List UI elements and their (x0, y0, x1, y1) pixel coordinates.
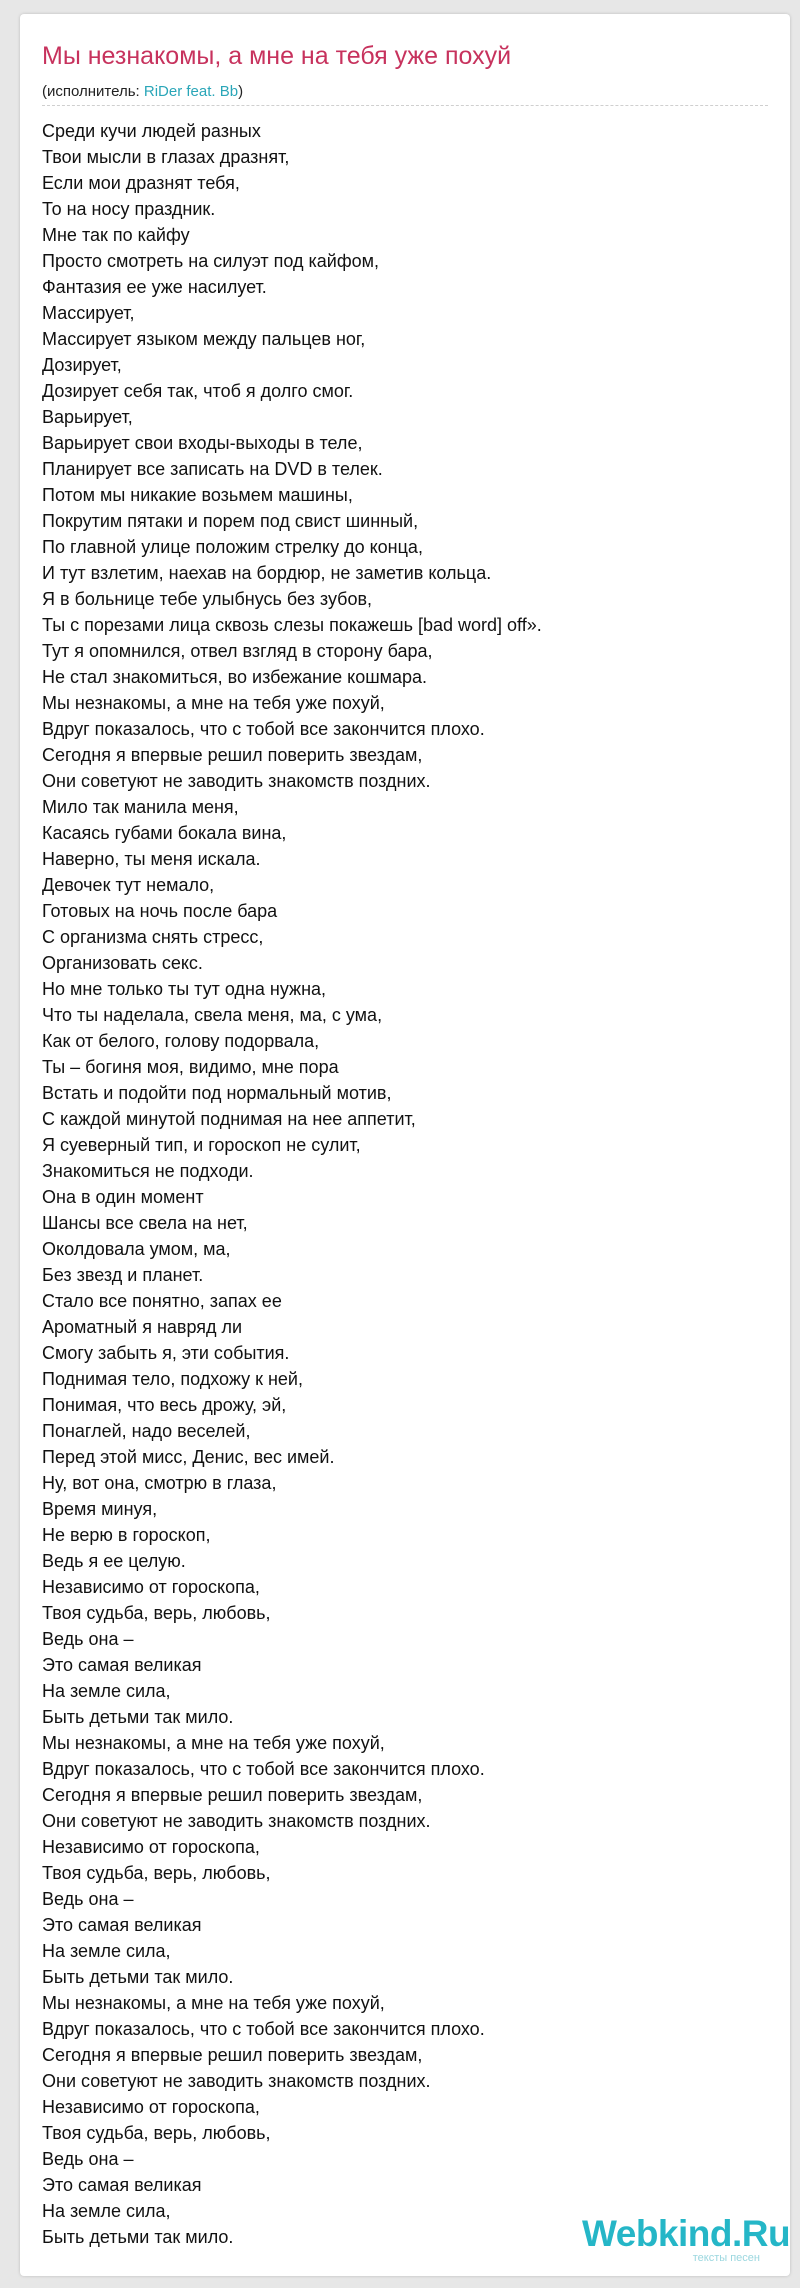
site-logo[interactable] (582, 2213, 790, 2264)
lyric-line: Фантазия ее уже насилует. (42, 277, 267, 297)
lyric-line: Я суеверный тип, и гороскоп не сулит, (42, 1135, 361, 1155)
lyric-line: Быть детьми так мило. (42, 2227, 234, 2247)
lyric-line: Массирует, (42, 303, 135, 323)
lyric-line: Твоя судьба, верь, любовь, (42, 1863, 271, 1883)
lyric-line: С каждой минутой поднимая на нее аппетит, (42, 1109, 416, 1129)
lyric-line: На земле сила, (42, 1681, 171, 1701)
lyric-line: Они советуют не заводить знакомств поздних. (42, 2071, 431, 2091)
lyric-line: Поднимая тело, подхожу к ней, (42, 1369, 303, 1389)
lyric-line: Ты – богиня моя, видимо, мне пора (42, 1057, 339, 1077)
lyric-line: Мило так манила меня, (42, 797, 239, 817)
artist-line (42, 83, 243, 101)
lyric-line: Шансы все свела на нет, (42, 1213, 248, 1233)
lyric-line: Сегодня я впервые решил поверить звездам, (42, 1785, 423, 1805)
lyric-line: Ведь она – (42, 1889, 134, 1909)
lyric-line: Ароматный я навряд ли (42, 1317, 243, 1337)
lyric-line: Массирует языком между пальцев ног, (42, 329, 366, 349)
title-divider (42, 105, 768, 106)
lyric-line: Ведь она – (42, 2149, 134, 2169)
lyric-line: С организма снять стресс, (42, 927, 264, 947)
lyrics-text (42, 118, 782, 2250)
artist-prefix: (исполнитель: (42, 83, 144, 100)
lyric-line: Дозирует себя так, чтоб я долго смог. (42, 381, 354, 401)
lyric-line: Это самая великая (42, 1915, 202, 1935)
lyric-line: Вдруг показалось, что с тобой все закончится плохо. (42, 1759, 485, 1779)
lyric-line: Независимо от гороскопа, (42, 2097, 260, 2117)
lyric-line: Вдруг показалось, что с тобой все закончится плохо. (42, 719, 485, 739)
lyric-line: Мне так по кайфу (42, 225, 190, 245)
lyric-line: Ты с порезами лица сквозь слезы покажешь [bad word] off». (42, 615, 542, 635)
lyric-line: Вдруг показалось, что с тобой все закончится плохо. (42, 2019, 485, 2039)
lyric-line: Варьирует свои входы-выходы в теле, (42, 433, 363, 453)
lyric-line: По главной улице положим стрелку до конца, (42, 537, 423, 557)
lyric-line: Независимо от гороскопа, (42, 1837, 260, 1857)
lyric-line: Тут я опомнился, отвел взгляд в сторону бара, (42, 641, 433, 661)
lyric-line: И тут взлетим, наехав на бордюр, не заметив кольца. (42, 563, 492, 583)
artist-link[interactable]: RiDer feat. Bb (143, 83, 239, 100)
lyric-line: Организовать секс. (42, 953, 203, 973)
lyric-line: Я в больнице тебе улыбнусь без зубов, (42, 589, 373, 609)
lyric-line: Независимо от гороскопа, (42, 1577, 260, 1597)
lyric-line: Наверно, ты меня искала. (42, 849, 261, 869)
song-title: Мы незнакомы, а мне на тебя уже похуй (42, 42, 512, 70)
lyric-line: Не стал знакомиться, во избежание кошмара. (42, 667, 428, 687)
lyric-line: Планирует все записать на DVD в телек. (42, 459, 383, 479)
lyric-line: Ведь я ее целую. (42, 1551, 186, 1571)
lyric-line: То на носу праздник. (42, 199, 216, 219)
lyric-line: Они советуют не заводить знакомств поздних. (42, 1811, 431, 1831)
lyric-line: Это самая великая (42, 2175, 202, 2195)
lyric-line: Касаясь губами бокала вина, (42, 823, 287, 843)
lyric-line: Мы незнакомы, а мне на тебя уже похуй, (42, 1733, 385, 1753)
lyric-line: Без звезд и планет. (42, 1265, 204, 1285)
lyric-line: Встать и подойти под нормальный мотив, (42, 1083, 392, 1103)
lyric-line: Понаглей, надо веселей, (42, 1421, 251, 1441)
lyric-line: Твоя судьба, верь, любовь, (42, 2123, 271, 2143)
logo-wordmark: Webkind.Ru (582, 2213, 790, 2254)
lyric-line: Варьирует, (42, 407, 133, 427)
artist-suffix: ) (238, 83, 244, 100)
lyric-line: Она в один момент (42, 1187, 204, 1207)
lyric-line: На земле сила, (42, 2201, 171, 2221)
lyric-line: Не верю в гороскоп, (42, 1525, 211, 1545)
lyric-line: Быть детьми так мило. (42, 1967, 234, 1987)
lyric-line: Среди кучи людей разных (42, 121, 261, 141)
lyric-line: Мы незнакомы, а мне на тебя уже похуй, (42, 693, 385, 713)
lyric-line: Что ты наделала, свела меня, ма, с ума, (42, 1005, 383, 1025)
lyric-line: Дозирует, (42, 355, 122, 375)
lyric-line: Но мне только ты тут одна нужна, (42, 979, 327, 999)
lyric-line: Мы незнакомы, а мне на тебя уже похуй, (42, 1993, 385, 2013)
lyric-line: Покрутим пятаки и порем под свист шинный, (42, 511, 419, 531)
lyric-line: Понимая, что весь дрожу, эй, (42, 1395, 287, 1415)
lyric-line: Перед этой мисс, Денис, вес имей. (42, 1447, 335, 1467)
lyric-line: Твои мысли в глазах дразнят, (42, 147, 290, 167)
lyric-line: Время минуя, (42, 1499, 158, 1519)
lyrics-page (20, 14, 790, 2276)
lyric-line: Ведь она – (42, 1629, 134, 1649)
lyric-line: Околдовала умом, ма, (42, 1239, 231, 1259)
lyric-line: Как от белого, голову подорвала, (42, 1031, 320, 1051)
lyric-line: Ну, вот она, смотрю в глаза, (42, 1473, 277, 1493)
lyric-line: Готовых на ночь после бара (42, 901, 278, 921)
lyric-line: Если мои дразнят тебя, (42, 173, 240, 193)
lyric-line: Знакомиться не подходи. (42, 1161, 254, 1181)
lyric-line: На земле сила, (42, 1941, 171, 1961)
lyric-line: Стало все понятно, запах ее (42, 1291, 282, 1311)
lyric-line: Твоя судьба, верь, любовь, (42, 1603, 271, 1623)
lyric-line: Потом мы никакие возьмем машины, (42, 485, 353, 505)
lyric-line: Быть детьми так мило. (42, 1707, 234, 1727)
lyric-line: Это самая великая (42, 1655, 202, 1675)
lyric-line: Сегодня я впервые решил поверить звездам, (42, 745, 423, 765)
lyric-line: Просто смотреть на силуэт под кайфом, (42, 251, 380, 271)
logo-tagline: тексты песен (692, 2252, 760, 2264)
lyric-line: Они советуют не заводить знакомств поздних. (42, 771, 431, 791)
lyric-line: Смогу забыть я, эти события. (42, 1343, 290, 1363)
lyric-line: Девочек тут немало, (42, 875, 215, 895)
lyric-line: Сегодня я впервые решил поверить звездам, (42, 2045, 423, 2065)
